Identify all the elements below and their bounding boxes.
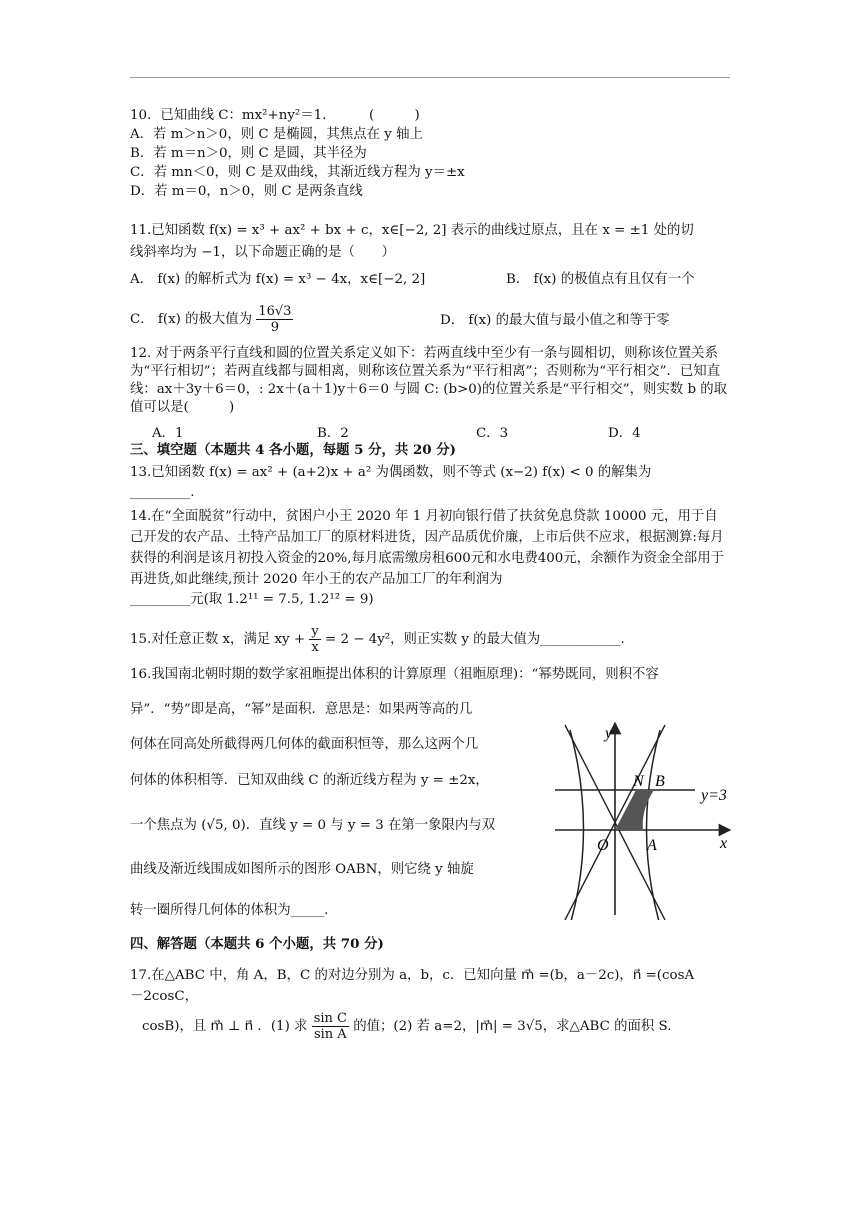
q17-line-3-pre: cosB)，且 m⃗ ⊥ n⃗ ．(1) 求 [142,1019,308,1034]
q11-stem-2: 线斜率均为 −1，以下命题正确的是（ ） [130,245,396,260]
line-y3-label: y=3 [701,787,727,804]
q11-option-b: B． f(x) 的极值点有且仅有一个 [506,272,695,287]
q15-fraction-numerator: y [311,624,319,639]
q17-line-3 [142,1007,672,1047]
section-4-heading: 四、解答题（本题共 6 个小题，共 70 分) [130,936,384,952]
q11-option-c-fraction [256,304,293,335]
x-axis-label: x [720,835,728,852]
q11-option-a: A． f(x) 的解析式为 f(x) = x³ − 4x，x∈[−2, 2] [130,272,426,287]
q13-line-2: _________. [130,485,195,500]
point-b-label: B [655,773,665,790]
q11-option-c-text: C． f(x) 的极大值为 [130,312,253,327]
q11-option-c-denominator: 9 [270,320,280,335]
q17-fraction-numerator: sin C [313,1011,347,1026]
q15-line [130,623,625,657]
q16-line-1: 16.我国南北朝时期的数学家祖暅提出体积的计算原理（祖暅原理)：“幂势既同，则积不容 [130,667,659,682]
q10-option-b: B．若 m＝n＞0，则 C 是圆，其半径为 [130,146,367,161]
q12-option-c: C．3 [476,426,509,441]
q15-fraction [309,624,320,655]
point-o-label: O [597,837,609,854]
q17-fraction [312,1011,349,1042]
q15-pre: 15.对任意正数 x，满足 xy + [130,632,306,647]
q14-text: 14.在“全面脱贫”行动中，贫困户小王 2020 年 1 月初向银行借了扶贫免息贷款 10000 元，用于自己开发的农产品、土特产品加工厂的原材料进货，因产品质优价廉，上市后供不应求，根据测算:每月获得的利润是该月初投入资金的20%,每月底需缴房租600元和水电费400元，余额作为资金全部用于再进货,如此继续,预计 2020 年小王的农产品加工厂的年利润为 [130,509,724,587]
q13-line-1: 13.已知函数 f(x) = ax² + (a+2)x + a² 为偶函数，则不等式 (x−2) f(x) < 0 的解集为 [130,465,652,480]
q12-text: 12. 对于两条平行直线和圆的位置关系定义如下：若两直线中至少有一条与圆相切，则称该位置关系为“平行相切”；若两直线都与圆相离，则称该位置关系为“平行相离”；否则称为“平行相交”．已知直线：ax＋3y＋6＝0，: 2x＋(a＋1)y＋6＝0 与圆 C: (b>0)的位置关系是“平行相交”，则实数 b 的取值可以是( ) [130,346,728,415]
q12-option-b: B．2 [317,426,349,441]
section-3-heading: 三、填空题（本题共 4 各小题，每题 5 分，共 20 分) [130,442,456,458]
q17-line-1: 17.在△ABC 中，角 A，B，C 的对边分别为 a，b，c．已知向量 m⃗ =(b，a－2c)，n⃗ =(cosA [130,968,695,983]
q11-option-d: D． f(x) 的最大值与最小值之和等于零 [440,313,670,328]
point-n-label: N [633,773,644,790]
point-a-label: A [647,837,657,854]
q11-stem-1: 11.已知函数 f(x) = x³ + ax² + bx + c，x∈[−2, 2] 表示的曲线过原点，且在 x = ±1 处的切 [130,223,694,238]
q10-option-c: C．若 mn＜0，则 C 是双曲线，其渐近线方程为 y＝±x [130,165,465,180]
q16-line-7: 转一圈所得几何体的体积为_____. [130,903,329,918]
y-axis-label: y [605,725,613,742]
q16-line-2: 异”．“势”即是高，“幂”是面积．意思是：如果两等高的几 [130,702,473,717]
q12-option-d: D．4 [608,426,641,441]
q10-option-a: A．若 m＞n＞0，则 C 是椭圆，其焦点在 y 轴上 [130,127,423,142]
q16-line-4: 何体的体积相等．已知双曲线 C 的渐近线方程为 y = ±2x， [130,773,489,788]
q10-option-d: D．若 m＝0，n＞0，则 C 是两条直线 [130,184,363,199]
q16-line-6: 曲线及渐近线围成如图所示的图形 OABN，则它绕 y 轴旋 [130,862,474,877]
q14-last-line: _________元(取 1.2¹¹ = 7.5, 1.2¹² = 9) [130,592,374,607]
q17-line-3-post: 的值；(2) 若 a=2，|m⃗| = 3√5，求△ABC 的面积 S. [353,1019,672,1034]
header-rule [130,77,730,78]
q10-stem: 10．已知曲线 C：mx²+ny²＝1． ( ) [130,108,420,123]
q15-post: = 2 − 4y²，则正实数 y 的最大值为____________. [324,632,625,647]
q12-option-a: A．1 [152,426,184,441]
q17-line-2: －2cosC， [130,989,198,1004]
hyperbola-figure [555,720,735,920]
q16-line-3: 何体在同高处所截得两几何体的截面积恒等，那么这两个几 [130,737,479,752]
q11-option-c-numerator: 16√3 [258,304,292,319]
q16-line-5: 一个焦点为 (√5, 0)．直线 y = 0 与 y = 3 在第一象限内与双 [130,818,496,833]
q15-fraction-denominator: x [311,640,319,655]
q11-option-c [130,304,293,335]
q17-fraction-denominator: sin A [313,1027,347,1042]
